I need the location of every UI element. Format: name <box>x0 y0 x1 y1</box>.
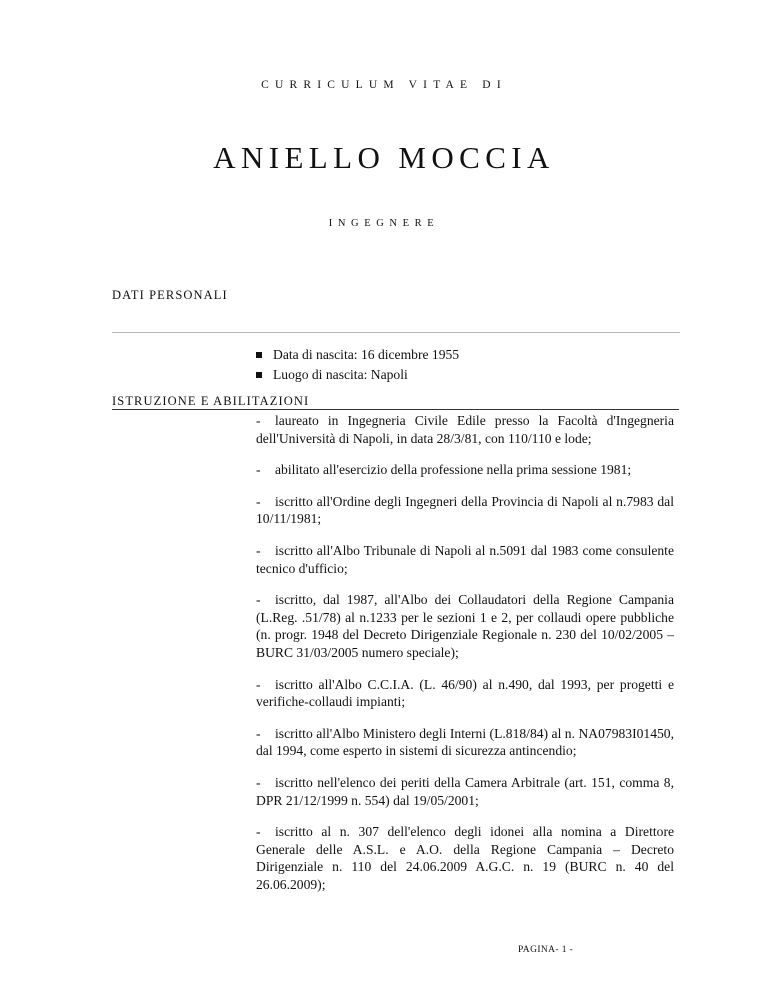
entry-cciaa-register: - iscritto all'Albo C.C.I.A. (L. 46/90) al n.490, dal 1993, per progetti e verifiche-collaudi impianti; <box>256 676 674 710</box>
education-entries <box>256 412 674 907</box>
section-heading-personal: DATI PERSONALI <box>112 288 228 302</box>
entry-arbitration-experts: - iscritto nell'elenco dei periti della Camera Arbitrale (art. 151, comma 8, DPR 21/12/1999 n. 554) dal 19/05/2001; <box>256 774 674 808</box>
section-heading-education: ISTRUZIONE E ABILITAZIONI <box>112 394 310 408</box>
entry-director-general-list: - iscritto al n. 307 dell'elenco degli idonei alla nomina a Direttore Generale delle A.S.L. e A.O. della Regione Campania – Decreto Dirigenziale n. 110 del 24.06.2009 A.G.C. n. 19 (BURC n. 40 del 26.06.2009); <box>256 824 674 892</box>
entry-inspectors-register: - iscritto, dal 1987, all'Albo dei Collaudatori della Regione Campania (L.Reg. .51/78) al n.1233 per le sezioni 1 e 2, per collaudi opere pubbliche (n. progr. 1948 del Decreto Dirigenziale Regionale n. 230 del 10/02/2005 – BURC 31/03/2005 numero speciale); <box>256 592 674 660</box>
entry-qualification: - abilitato all'esercizio della professione nella prima sessione 1981; <box>256 462 632 478</box>
personal-data-list <box>256 345 674 385</box>
list-item-birth-place: Luogo di nascita: Napoli <box>256 365 674 385</box>
section-divider-personal <box>112 332 680 333</box>
profession: INGEGNERE <box>328 218 440 229</box>
entry-court-register: - iscritto all'Albo Tribunale di Napoli al n.5091 dal 1983 come consulente tecnico d'ufficio; <box>256 542 674 576</box>
page-number: PAGINA- 1 - <box>518 945 574 955</box>
entry-engineers-register: - iscritto all'Ordine degli Ingegneri della Provincia di Napoli al n.7983 dal 10/11/1981; <box>256 493 674 527</box>
person-name: ANIELLO MOCCIA <box>213 140 555 175</box>
bullet-square-icon <box>256 372 262 378</box>
entry-degree: - laureato in Ingegneria Civile Edile presso la Facoltà d'Ingegneria dell'Università di Napoli, in data 28/3/81, con 110/110 e lode; <box>256 413 674 446</box>
entry-fire-safety-register: - iscritto all'Albo Ministero degli Interni (L.818/84) al n. NA07983I01450, dal 1994, come esperto in sistemi di sicurezza antincendio; <box>256 725 674 759</box>
section-divider-education <box>112 409 679 410</box>
list-item-birth-date: Data di nascita: 16 dicembre 1955 <box>256 345 674 365</box>
bullet-square-icon <box>256 352 262 358</box>
document-subtitle: CURRICULUM VITAE DI <box>261 79 507 91</box>
